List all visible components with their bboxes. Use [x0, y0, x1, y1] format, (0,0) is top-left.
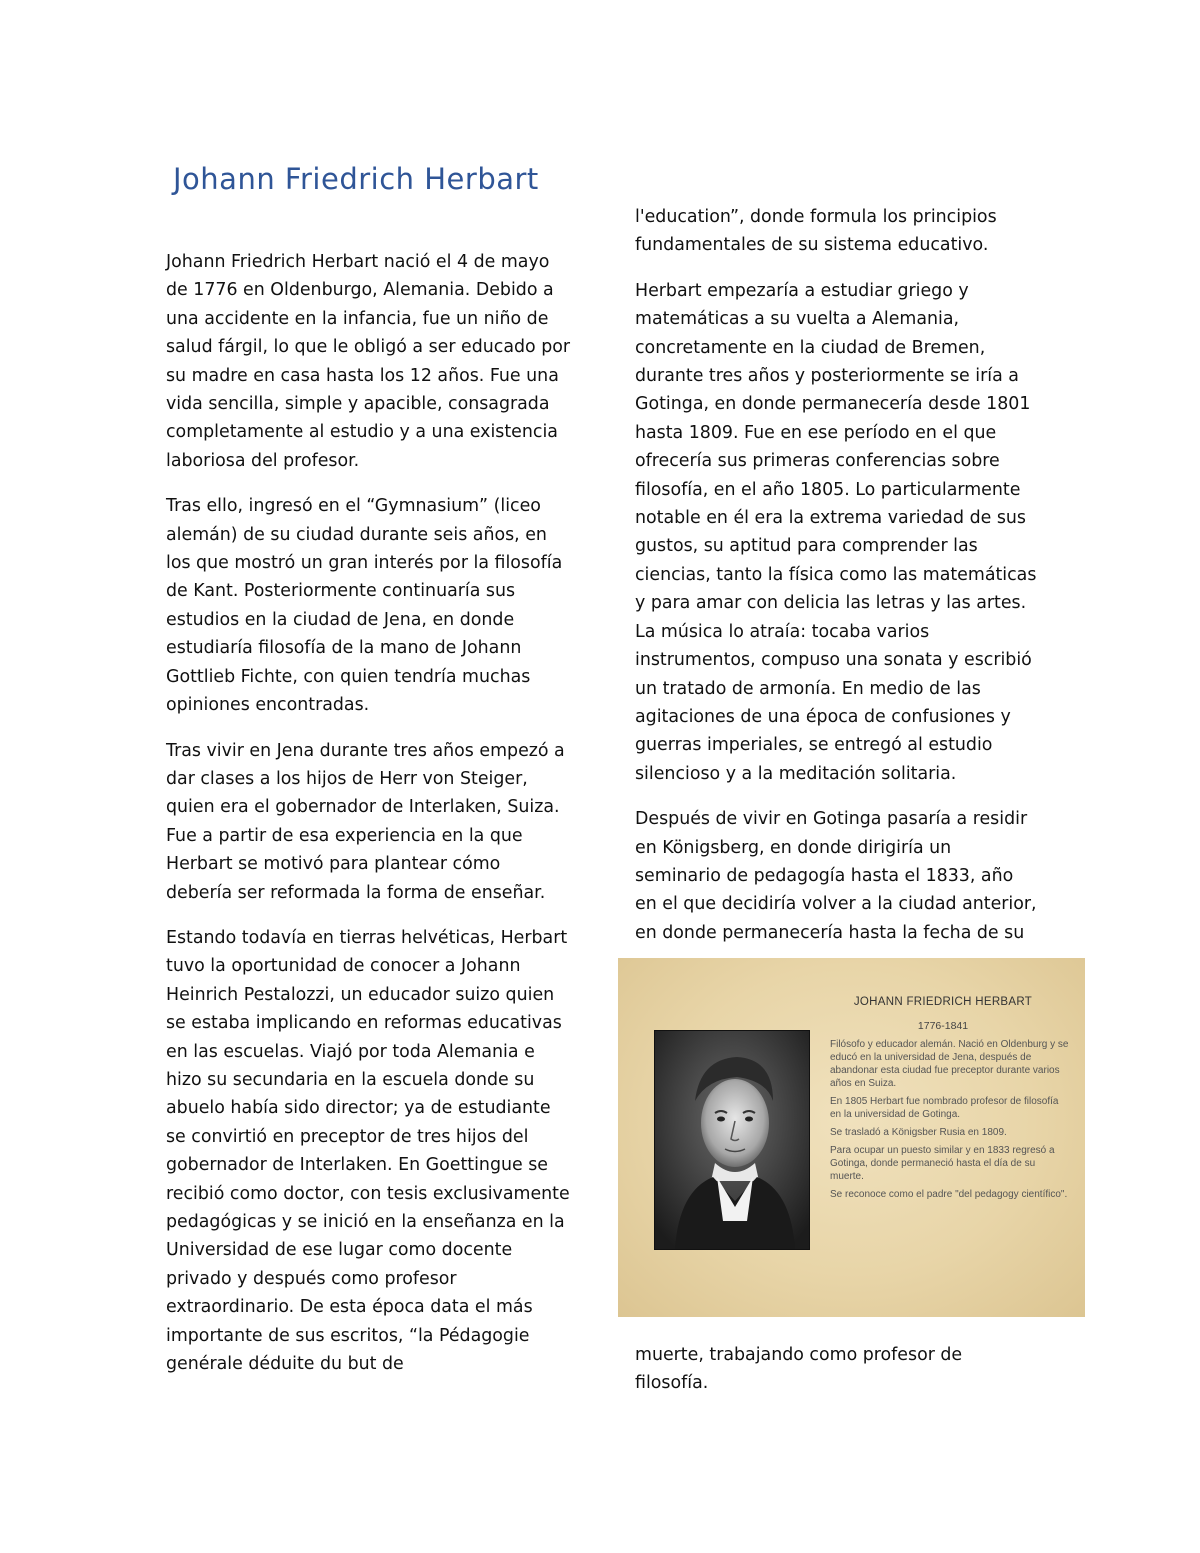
paragraph: Después de vivir en Gotinga pasaría a residir en Königsberg, en donde dirigiría un seminario de pedagogía hasta el 1833, año en el que decidiría volver a la ciudad anterior, en donde permanecería hasta la fecha de su	[635, 809, 1037, 943]
card-line: Filósofo y educador alemán. Nació en Oldenburg y se educó en la universidad de Jena, después de abandonar esta ciudad fue preceptor durante varios años en Suiza.	[830, 1039, 1069, 1089]
card-line: En 1805 Herbart fue nombrado profesor de filosofía en la universidad de Gotinga.	[830, 1096, 1059, 1120]
portrait-illustration	[655, 1031, 809, 1249]
paragraph: Tras vivir en Jena durante tres años empezó a dar clases a los hijos de Herr von Steiger, quien era el gobernador de Interlaken, Suiza. Fue a partir de esa experiencia en la que Herbart se motivó para plantear cómo debería ser reformada la forma de enseñar.	[166, 740, 565, 903]
card-heading: JOHANN FRIEDRICH HERBART	[853, 996, 1033, 1008]
paragraph: Herbart empezaría a estudiar griego y matemáticas a su vuelta a Alemania, concretamente en la ciudad de Bremen, durante tres años y posteriormente se iría a Gotinga, en donde permanecería desde 1801 hasta 1809. Fue en ese período en el que ofrecería sus primeras conferencias sobre filosofía, en el año 1805. Lo particularmente notable en él era la extrema variedad de sus gustos, su aptitud para comprender las ciencias, tanto la física como las matemáticas y para amar con delicia las letras y las artes. La música lo atraía: tocaba varios instrumentos, compuso una sonata y escribió un tratado de armonía. En medio de las agitaciones de una época de confusiones y guerras imperiales, se entregó al estudio silencioso y a la meditación solitaria.	[635, 280, 1037, 784]
paragraph: Johann Friedrich Herbart nació el 4 de mayo de 1776 en Oldenburgo, Alemania. Debido a una accidente en la infancia, fue un niño de salud fárgil, lo que le obligó a ser educado por su madre en casa hasta los 12 años. Fue una vida sencilla, simple y apacible, consagrada completamente al estudio y a una existencia laboriosa del profesor.	[166, 252, 571, 471]
card-line: Para ocupar un puesto similar y en 1833 regresó a Gotinga, donde permaneció hasta el día de su muerte.	[830, 1145, 1055, 1182]
card-line: Se trasladó a Königsber Rusia en 1809.	[830, 1127, 1007, 1138]
paragraph: l'education”, donde formula los principios fundamentales de su sistema educativo.	[635, 207, 997, 256]
portrait-card-image	[618, 958, 1085, 1317]
card-years: 1776-1841	[917, 1020, 969, 1032]
portrait-photo	[654, 1030, 810, 1250]
paragraph: Estando todavía en tierras helvéticas, Herbart tuvo la oportunidad de conocer a Johann Heinrich Pestalozzi, un educador suizo quien se estaba implicando en reformas educativas en las escuelas. Viajó por toda Alemania e hizo su secundaria en la escuela donde su abuelo había sido director; ya de estudiante se convirtió en preceptor de tres hijos del gobernador de Interlaken. En Goettingue se recibió como doctor, con tesis exclusivamente pedagógicas y se inició en la enseñanza en la Universidad de ese lugar como docente privado y después como profesor extraordinario. De esta época data el más importante de sus escritos, “la Pédagogie genérale déduite du but de	[166, 927, 570, 1375]
right-column-continued	[635, 1341, 1040, 1415]
paragraph: Tras ello, ingresó en el “Gymnasium” (liceo alemán) de su ciudad durante seis años, en los que mostró un gran interés por la filosofía de Kant. Posteriormente continuaría sus estudios en la ciudad de Jena, en donde estudiaría filosofía de la mano de Johann Gottlieb Fichte, con quien tendría muchas opiniones encontradas.	[166, 496, 563, 716]
paragraph: muerte, trabajando como profesor de filosofía.	[635, 1345, 963, 1394]
left-column	[166, 248, 571, 1395]
page-title: Johann Friedrich Herbart	[173, 162, 539, 196]
card-line: Se reconoce como el padre "del pedagogy científico".	[830, 1189, 1068, 1200]
card-text	[830, 1038, 1070, 1206]
right-column	[635, 203, 1040, 964]
